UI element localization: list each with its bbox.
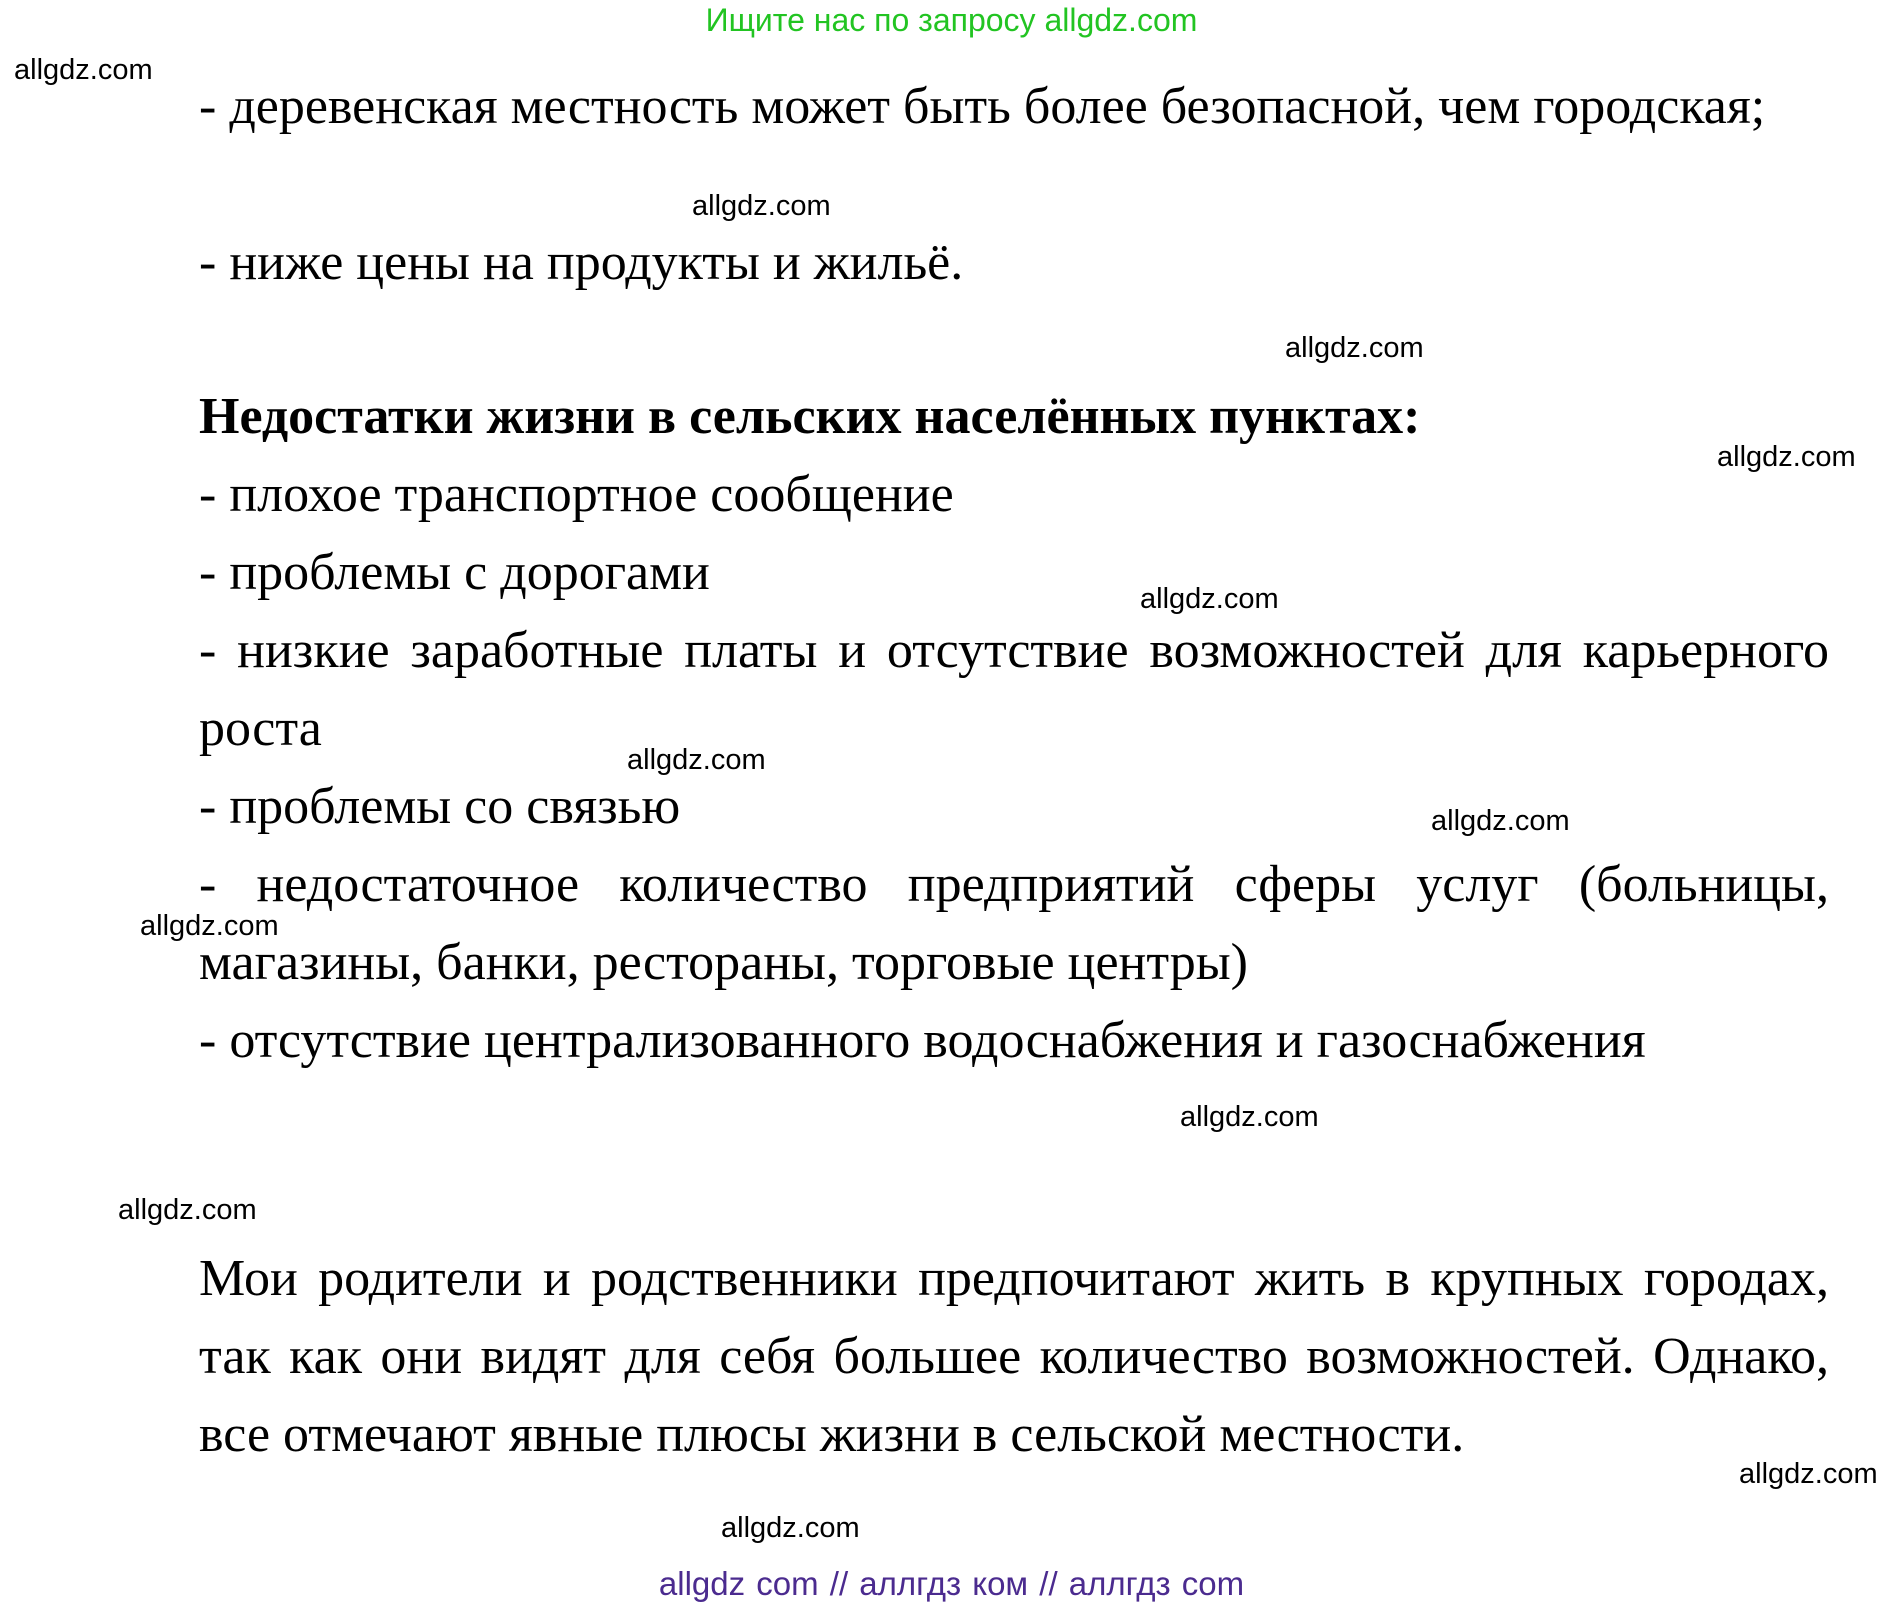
paragraph-lower-prices: - ниже цены на продукты и жильё. (199, 234, 964, 291)
list-item: - проблемы со связью (199, 778, 681, 835)
watermark: allgdz.com (1180, 1101, 1319, 1133)
watermark: allgdz.com (118, 1194, 257, 1226)
top-banner: Ищите нас по запросу allgdz.com (705, 2, 1198, 38)
list-item: - плохое транспортное сообщение (199, 466, 954, 523)
watermark: allgdz.com (140, 910, 279, 942)
watermark: allgdz.com (1140, 583, 1279, 615)
conclusion-paragraph: Мои родители и родственники предпочитают жить в крупных городах, так как они видят для себя большее количество возможностей. Однако, все отмечают явные плюсы жизни в сельской местности. (199, 1250, 1829, 1463)
watermark: allgdz.com (1285, 332, 1424, 364)
watermark: allgdz.com (692, 190, 831, 222)
list-item: - недостаточное количество предприятий сферы услуг (больницы, магазины, банки, рестораны, торговые центры) (199, 856, 1829, 991)
watermark: allgdz.com (721, 1512, 860, 1544)
watermark: allgdz.com (1431, 805, 1570, 837)
watermark: allgdz.com (1739, 1458, 1878, 1490)
paragraph-rural-safety: - деревенская местность может быть более безопасной, чем городская; (199, 78, 1766, 135)
list-item: - отсутствие централизованного водоснабжения и газоснабжения (199, 1012, 1646, 1069)
list-item: - низкие заработные платы и отсутствие возможностей для карьерного роста (199, 622, 1829, 757)
watermark: allgdz.com (627, 744, 766, 776)
watermark: allgdz.com (14, 54, 153, 86)
section-heading: Недостатки жизни в сельских населённых пунктах: (199, 388, 1421, 445)
list-item: - проблемы с дорогами (199, 544, 710, 601)
footer-watermark: allgdz com // аллгдз ком // аллгдз com (658, 1565, 1245, 1602)
watermark: allgdz.com (1717, 441, 1856, 473)
